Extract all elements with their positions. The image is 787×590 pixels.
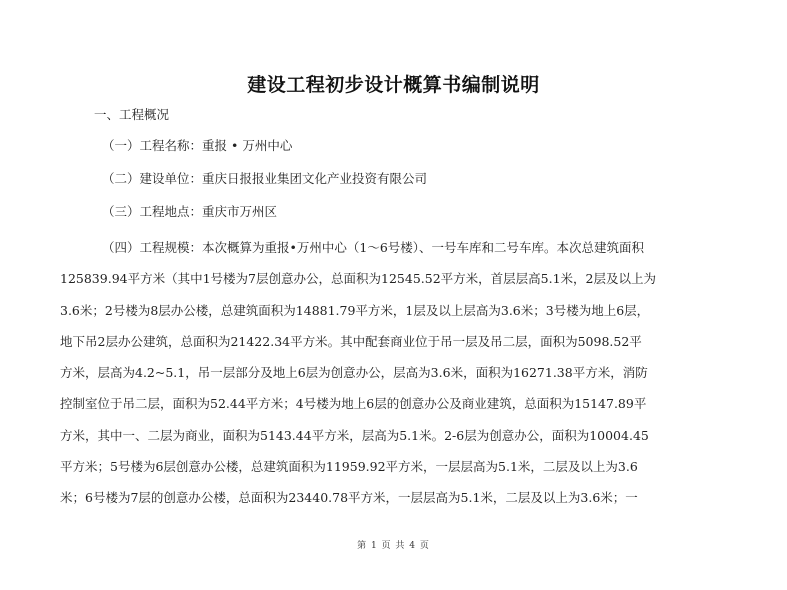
paragraph-line: 地下吊2层办公建筑，总面积为21422.34平方米。其中配套商业位于吊一层及吊二层，面积为5098.52平 (60, 333, 642, 349)
paragraph-line: 方米，层高为4.2~5.1，吊一层部分及地上6层为创意办公，层高为3.6米，面积为16271.38平方米，消防 (60, 365, 648, 381)
scale-paragraph (60, 232, 754, 514)
section-heading: 一、工程概况 (94, 107, 170, 122)
paragraph-line: 125839.94平方米（其中1号楼为7层创意办公，总面积为12545.52平方米，首层层高5.1米，2层及以上为 (60, 271, 656, 287)
paragraph-line: （四）工程规模：本次概算为重报•万州中心（1～6号楼）、一号车库和二号车库。本次总建筑面积 (102, 240, 645, 255)
location-line: （三）工程地点：重庆市万州区 (102, 204, 278, 219)
paragraph-line: 控制室位于吊二层，面积为52.44平方米；4号楼为地上6层的创意办公及商业建筑，总面积为15147.89平 (60, 396, 647, 412)
project-name-line: （一）工程名称：重报 • 万州中心 (102, 138, 293, 153)
document-title: 建设工程初步设计概算书编制说明 (247, 74, 540, 96)
builder-line: （二）建设单位：重庆日报报业集团文化产业投资有限公司 (102, 171, 428, 186)
page-number-footer: 第 1 页 共 4 页 (357, 541, 430, 551)
paragraph-line: 方米，其中一、二层为商业，面积为5143.44平方米，层高为5.1米。2-6层为创意办公，面积为10004.45 (60, 427, 649, 443)
paragraph-line: 平方米；5号楼为6层创意办公楼，总建筑面积为11959.92平方米，一层层高为5.1米，二层及以上为3.6 (60, 459, 638, 475)
paragraph-line: 米；6号楼为7层的创意办公楼，总面积为23440.78平方米，一层层高为5.1米，二层及以上为3.6米；一 (60, 490, 638, 506)
paragraph-line: 3.6米；2号楼为8层办公楼，总建筑面积为14881.79平方米，1层及以上层高为3.6米；3号楼为地上6层， (60, 302, 650, 318)
